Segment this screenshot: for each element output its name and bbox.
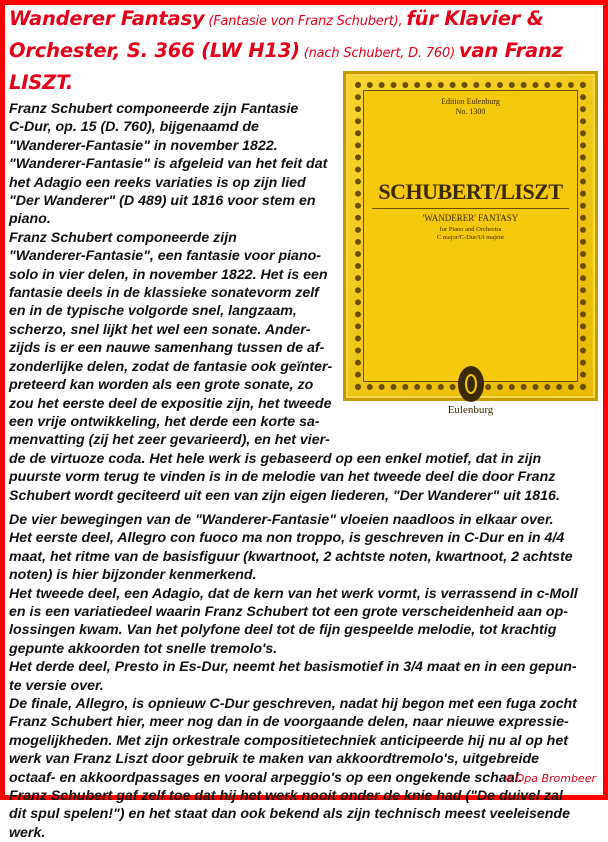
text-line: "Wanderer-Fantasie", een fantasie voor piano- (9, 248, 321, 265)
text-line: Franz Schubert componeerde zijn (9, 229, 237, 246)
cover-publisher: Eulenburg (447, 404, 494, 416)
text-line: "Wanderer-Fantasie" is afgeleid van het feit dat (9, 156, 328, 173)
text-line: gepunte akkoorden tot snelle tremolo's. (9, 640, 278, 657)
text-line: Franz Schubert componeerde zijn Fantasie (9, 101, 299, 117)
title-composer: van Franz LISZT. (9, 39, 563, 94)
text-line: menvatting (zij het zeer gevarieerd), en het vier- (9, 432, 330, 449)
text-line: C-Dur, op. 15 (D. 760), bijgenaamd de (9, 119, 259, 136)
title-main: Wanderer Fantasy (9, 7, 205, 30)
text-line: werk van Franz Liszt door gebruik te maken van akkoordtremolo's, uitgebreide (9, 751, 540, 768)
text-line: Het eerste deel, Allegro con fuoco ma non troppo, is geschreven in C-Dur en in 4/4 (9, 530, 565, 547)
text-line: Franz Schubert hier, meer nog dan in de voorgaande delen, naar nieuwe expressie- (9, 714, 569, 731)
text-line: fantasie deels in de klassieke sonatevorm zelf (9, 285, 319, 302)
text-line: "Der Wanderer" (D 489) uit 1816 voor stem en (9, 193, 316, 210)
cover-subtitle: for Piano and Orchestra C major/C-Dur/Ut majeur (436, 226, 505, 241)
text-line: preteerd kan worden als een grote sonate, zo (9, 377, 314, 394)
text-line: "Wanderer-Fantasie" in november 1822. (9, 137, 278, 154)
text-line: maat, het ritme van de basisfiguur (kwartnoot, 2 achtste noten, kwartnoot, 2 achtste (9, 548, 573, 565)
text-line: Het derde deel, Presto in Es-Dur, neemt het basismotief in 3/4 maat en in een gepun- (9, 659, 577, 676)
text-line: De vier bewegingen van de "Wanderer-Fantasie" vloeien naadloos in elkaar over. (9, 511, 554, 528)
text-line: de de virtuoze coda. Het hele werk is gebaseerd op een enkel motief, dat in zijn (9, 450, 542, 467)
text-line: zou het eerste deel de expositie zijn, het tweede (9, 395, 332, 412)
text-line: zijds is er een nauwe samenhang tussen de af- (9, 340, 325, 357)
title-main: für Klavier & Orchester, S. 366 (LW H13) (9, 7, 544, 62)
text-line: lossingen kwam. Van het polyfone deel tot de fijn gespeelde melodie, tot krachtig (9, 622, 557, 639)
title-subtitle: (Fantasie von Franz Schubert), (204, 14, 407, 29)
text-line: scherzo, snel lijkt het wel een sonate. Ander- (9, 321, 311, 338)
text-line: werk. (9, 824, 46, 841)
title-subtitle: (nach Schubert, D. 760) (299, 46, 459, 61)
text-line: solo in vier delen, in november 1822. Het is een (9, 266, 328, 283)
text-line: een vrije ontwikkeling, het derde een korte sa- (9, 413, 320, 430)
text-line: dit spul spelen!") en het staat dan ook bekend als zijn technisch meest veeleisende (9, 806, 570, 823)
text-line: het Adagio een reeks variaties is op zijn lied (9, 174, 306, 191)
text-line: en in de typische volgorde snel, langzaam, (9, 303, 297, 320)
text-line: noten) is hier bijzonder kenmerkend. (9, 567, 257, 584)
text-line: te versie over. (9, 677, 104, 694)
text-line: en is een variatiedeel waarin Franz Schubert tot een grote verscheidenheid aan op- (9, 603, 568, 620)
text-line: De finale, Allegro, is opnieuw C-Dur geschreven, nadat hij begon met een fuga zocht (9, 696, 577, 712)
text-line: piano. (9, 211, 51, 228)
text-line: zonderlijke delen, zodat de fantasie ook geïnter- (9, 358, 333, 375)
text-line: Het tweede deel, een Adagio, dat de kern van het werk vormt, is verrassend in c-Moll (9, 585, 578, 602)
text-line: octaaf- en akkoordpassages en vooral arpeggio's op een ongekende schaal. (9, 769, 523, 786)
cover-edition: Edition Eulenburg No. 1300 (441, 97, 500, 116)
text-line: puurste vorm terug te vinden is in de melodie van het tweede deel die door Franz (9, 469, 556, 486)
article-body (9, 100, 603, 842)
cover-composer: SCHUBERT/LISZT (378, 179, 563, 204)
text-line: mogelijkheden. Met zijn orkestrale compositietechniek anticipeerde hij nu al op het (9, 732, 568, 749)
copyright: ©Opa Brombeer (504, 772, 596, 785)
text-line: Schubert wordt geciteerd uit een van zijn eigen liederen, "Der Wanderer" uit 1816. (9, 487, 560, 504)
cover-work-title: 'WANDERER' FANTASY (422, 213, 519, 223)
text-line: Franz Schubert gaf zelf toe dat hij het werk nooit onder de knie had ("De duivel zal (9, 788, 563, 805)
